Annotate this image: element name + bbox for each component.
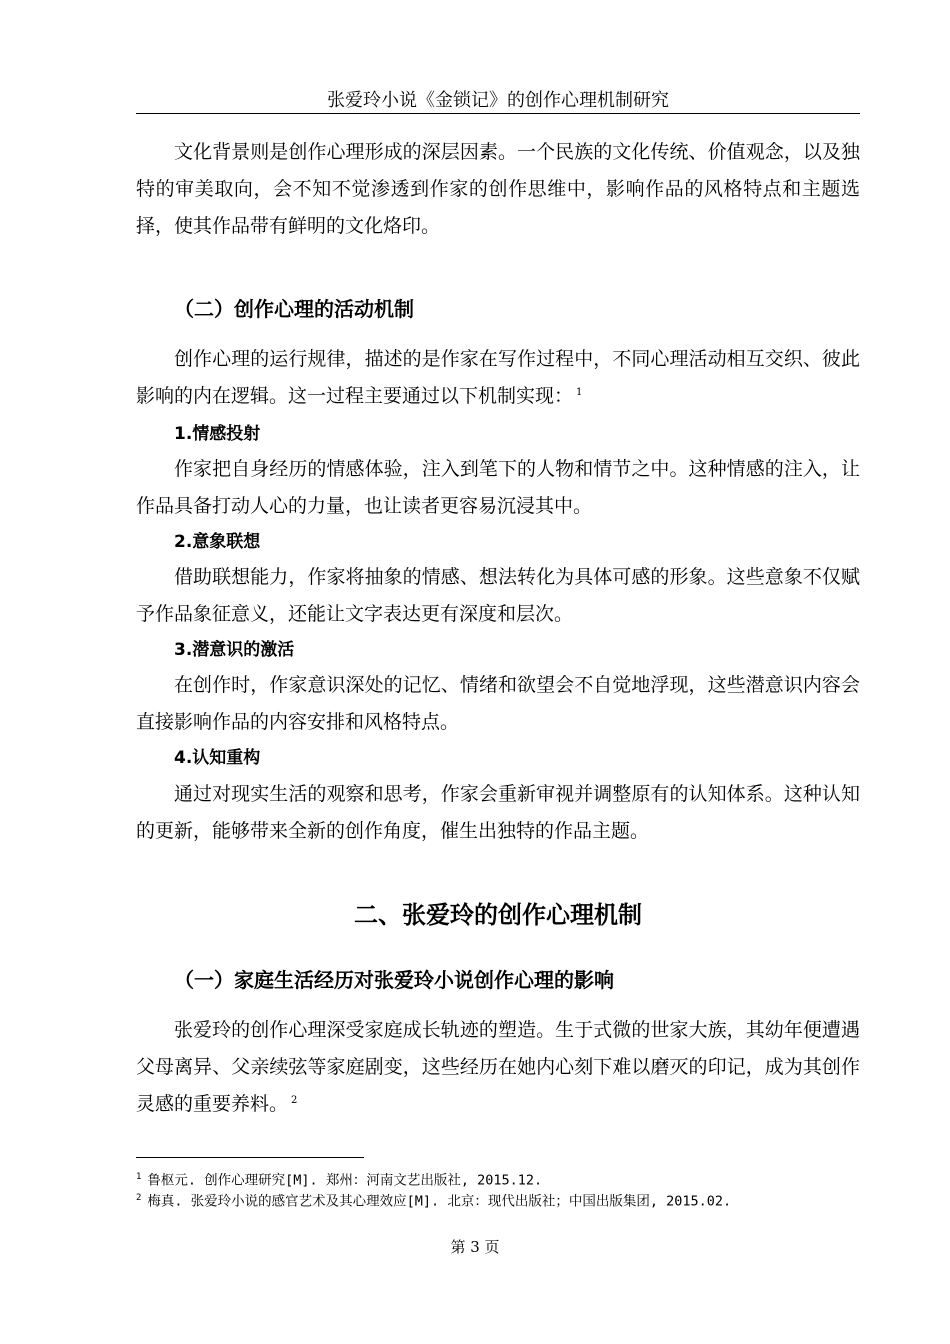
chapter-heading-zhang-ailing-mechanism: 二、张爱玲的创作心理机制 [354,901,642,929]
footnote-ref-1[interactable]: 1 [576,386,583,398]
item-heading-cognitive-reconstruction: 4.认知重构 [174,748,261,768]
item-text-cognitive-reconstruction: 通过对现实生活的观察和思考，作家会重新审视并调整原有的认知体系。这种认知的更新，能够带来全新的创作角度，催生出独特的作品主题。 [136,783,860,842]
item-text-subconscious-activation: 在创作时，作家意识深处的记忆、情绪和欲望会不自觉地浮现，这些潜意识内容会直接影响作品的内容安排和风格特点。 [136,674,860,733]
footnote-mark: 1 [136,1172,142,1182]
item-text-image-association: 借助联想能力，作家将抽象的情感、想法转化为具体可感的形象。这些意象不仅赋予作品象征意义，还能让文字表达更有深度和层次。 [136,566,860,625]
item-heading-emotion-projection: 1.情感投射 [174,424,261,444]
section-intro-text: 创作心理的运行规律，描述的是作家在写作过程中，不同心理活动相互交织、彼此影响的内在逻辑。这一过程主要通过以下机制实现： [136,348,860,407]
header-rule [136,113,860,114]
family-experience-text: 张爱玲的创作心理深受家庭成长轨迹的塑造。生于式微的世家大族，其幼年便遭遇父母离异、父亲续弦等家庭剧变，这些经历在她内心刻下难以磨灭的印记，成为其创作灵感的重要养料。 [136,1019,860,1115]
family-experience-paragraph [136,1012,860,1123]
item-text-emotion-projection: 作家把自身经历的情感体验，注入到笔下的人物和情节之中。这种情感的注入，让作品具备打动人心的力量，也让读者更容易沉浸其中。 [136,458,860,517]
section-intro-paragraph [136,341,860,415]
footnote-text: 鲁枢元. 创作心理研究[M]. 郑州：河南文艺出版社, 2015.12. [147,1172,543,1189]
footnote-separator [136,1157,364,1158]
page-number: 第 3 页 [450,1238,500,1256]
footnote-mark: 2 [136,1193,142,1203]
running-header-title: 张爱玲小说《金锁记》的创作心理机制研究 [327,90,669,111]
footnote-2 [136,1188,876,1212]
item-heading-subconscious-activation: 3.潜意识的激活 [174,640,295,660]
section-heading-activity-mechanism: （二）创作心理的活动机制 [174,297,414,321]
footnote-1 [136,1167,876,1191]
item-heading-image-association: 2.意象联想 [174,532,261,552]
subsection-heading-family-experience: （一）家庭生活经历对张爱玲小说创作心理的影响 [174,968,614,992]
footnote-ref-2[interactable]: 2 [291,1094,298,1106]
footnote-text: 梅真. 张爱玲小说的感官艺术及其心理效应[M]. 北京：现代出版社；中国出版集团, 2015.02. [147,1193,732,1210]
intro-paragraph: 文化背景则是创作心理形成的深层因素。一个民族的文化传统、价值观念，以及独特的审美取向，会不知不觉渗透到作家的创作思维中，影响作品的风格特点和主题选择，使其作品带有鲜明的文化烙印。 [136,141,860,237]
